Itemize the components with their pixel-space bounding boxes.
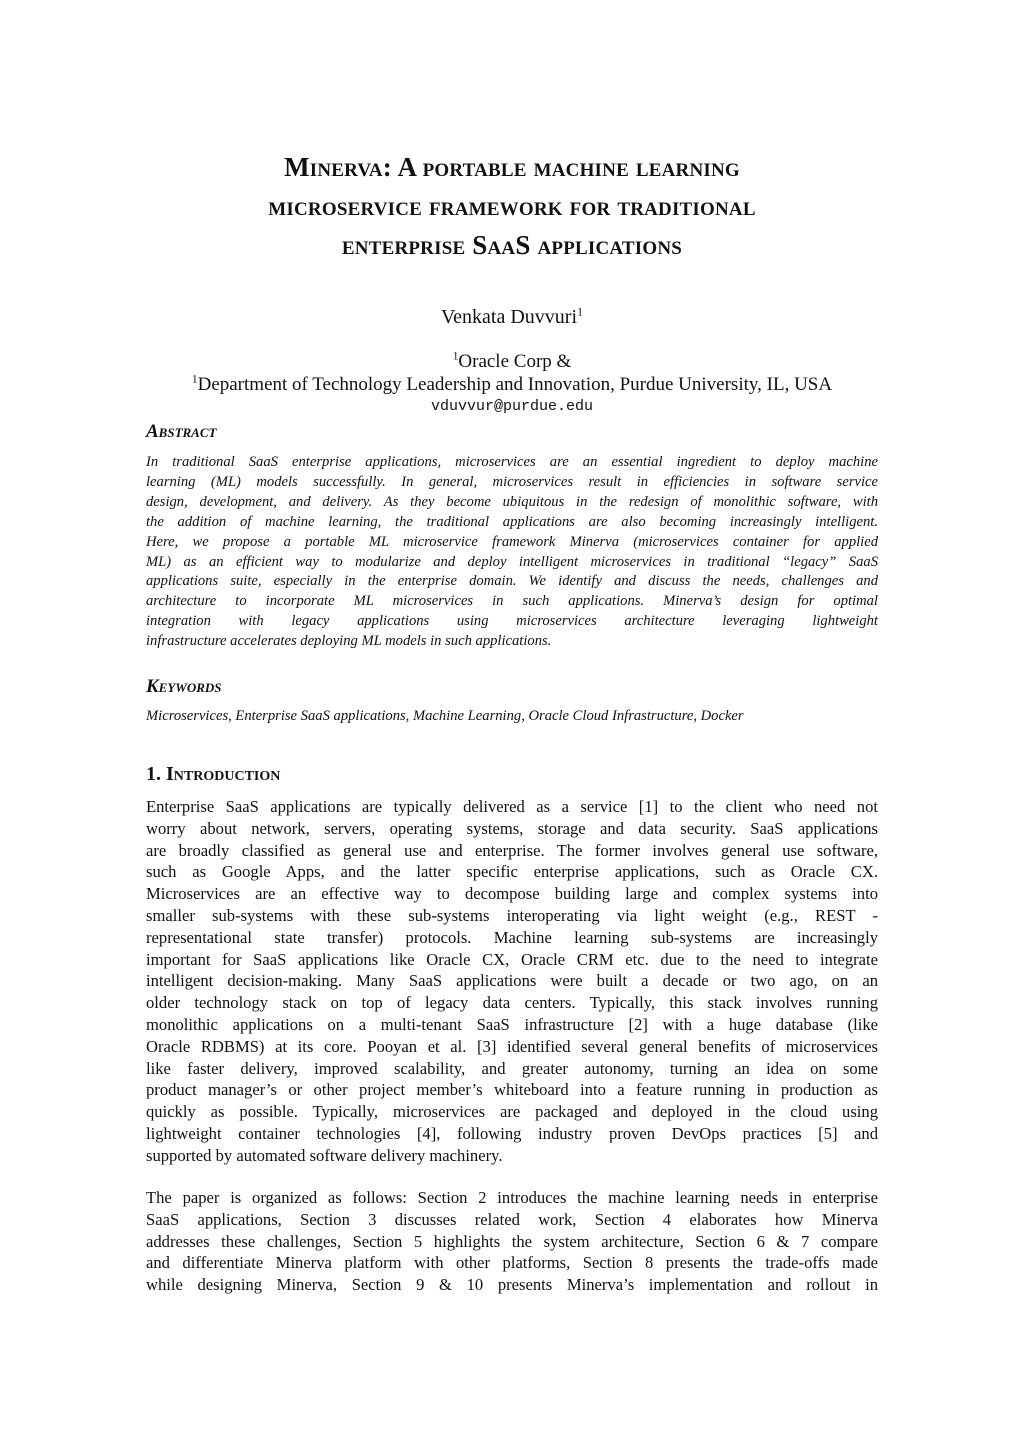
title-line: enterprise SaaS applications xyxy=(341,230,683,260)
text-line: lightweight container technologies [4], following industry proven DevOps practices [5] and xyxy=(146,1123,878,1143)
author xyxy=(0,306,1024,329)
text-line: quickly as possible. Typically, microservices are packaged and deployed in the cloud using xyxy=(146,1102,878,1122)
text-line: like faster delivery, improved scalability, and greater autonomy, turning an idea on some xyxy=(146,1058,878,1078)
text-line: SaaS applications, Section 3 discusses related work, Section 4 elaborates how Minerva xyxy=(146,1209,878,1229)
text-line: older technology stack on top of legacy data centers. Typically, this stack involves running xyxy=(146,993,878,1013)
text-line: In traditional SaaS enterprise applications, microservices are an essential ingredient to deploy machine xyxy=(146,454,878,470)
title-line: microservice framework for traditional xyxy=(268,191,756,221)
text-line: monolithic applications on a multi-tenant SaaS infrastructure [2] with a huge database (like xyxy=(146,1014,878,1034)
text-line: addresses these challenges, Section 5 highlights the system architecture, Section 6 & 7 compare xyxy=(146,1231,878,1251)
text-line: applications suite, especially in the enterprise domain. We identify and discuss the needs, challenges and xyxy=(146,573,878,590)
text-line: representational state transfer) protocols. Machine learning sub-systems are increasingly xyxy=(146,927,878,947)
text-line: integration with legacy applications using microservices architecture leveraging lightweight xyxy=(146,613,878,630)
intro-paragraph-1 xyxy=(146,796,878,1167)
abstract-heading: Abstract xyxy=(146,421,217,442)
text-line: ML) as an efficient way to modularize and deploy intelligent microservices in traditional “legacy” SaaS xyxy=(146,553,878,570)
text-line: Here, we propose a portable ML microservice framework Minerva (microservices container for applied xyxy=(146,533,878,550)
text-line: Oracle RDBMS) at its core. Pooyan et al. [3] identified several general benefits of microservices xyxy=(146,1036,878,1056)
text-line: design, development, and delivery. As they become ubiquitous in the redesign of monolithic software, with xyxy=(146,493,878,510)
aff-sup: 1 xyxy=(452,350,459,363)
text-line: supported by automated software delivery machinery. xyxy=(146,1145,503,1165)
affiliation xyxy=(0,350,1024,396)
keywords-heading: Keywords xyxy=(146,676,222,697)
text-line: important for SaaS applications like Oracle CX, Oracle CRM etc. due to the need to integrate xyxy=(146,949,878,969)
text-line: Enterprise SaaS applications are typically delivered as a service [1] to the client who need not xyxy=(146,797,878,816)
author-sup: 1 xyxy=(577,304,584,319)
text-line: product manager’s or other project member’s whiteboard into a feature running in production as xyxy=(146,1080,878,1100)
paper-title xyxy=(0,148,1024,265)
text-line: are broadly classified as general use and enterprise. The former involves general use software, xyxy=(146,840,878,860)
intro-paragraph-2 xyxy=(146,1187,878,1296)
affiliation-line: Oracle Corp & xyxy=(458,351,572,372)
text-line: worry about network, servers, operating systems, storage and data security. SaaS applications xyxy=(146,818,878,838)
text-line: and differentiate Minerva platform with other platforms, Section 8 presents the trade-offs made xyxy=(146,1253,878,1273)
section-heading-introduction: 1. Introduction xyxy=(146,763,281,785)
author-email[interactable]: vduvvur@purdue.edu xyxy=(430,398,594,415)
text-line: smaller sub-systems with these sub-systems interoperating via light weight (e.g., REST - xyxy=(146,905,878,925)
aff-sup: 1 xyxy=(191,373,198,386)
text-line: learning (ML) models successfully. In general, microservices result in efficiencies in software service xyxy=(146,473,878,490)
text-line: The paper is organized as follows: Section 2 introduces the machine learning needs in enterprise xyxy=(146,1188,878,1207)
text-line: while designing Minerva, Section 9 & 10 presents Minerva’s implementation and rollout in xyxy=(146,1275,878,1295)
keywords-text: Microservices, Enterprise SaaS applications, Machine Learning, Oracle Cloud Infrastructure, Docker xyxy=(146,708,744,724)
text-line: architecture to incorporate ML microservices in such applications. Minerva’s design for optimal xyxy=(146,593,878,610)
text-line: the addition of machine learning, the traditional applications are also becoming increasingly intelligent. xyxy=(146,513,878,530)
text-line: Microservices are an effective way to decompose building large and complex systems into xyxy=(146,884,878,904)
text-line: such as Google Apps, and the latter specific enterprise applications, such as Oracle CX. xyxy=(146,862,878,882)
abstract-text xyxy=(146,453,878,652)
title-line: Minerva: A portable machine learning xyxy=(284,152,740,182)
author-name: Venkata Duvvuri xyxy=(440,306,578,328)
affiliation-line: Department of Technology Leadership and Innovation, Purdue University, IL, USA xyxy=(197,374,833,395)
text-line: intelligent decision-making. Many SaaS applications were built a decade or two ago, on an xyxy=(146,971,878,991)
text-line: infrastructure accelerates deploying ML models in such applications. xyxy=(146,633,552,650)
